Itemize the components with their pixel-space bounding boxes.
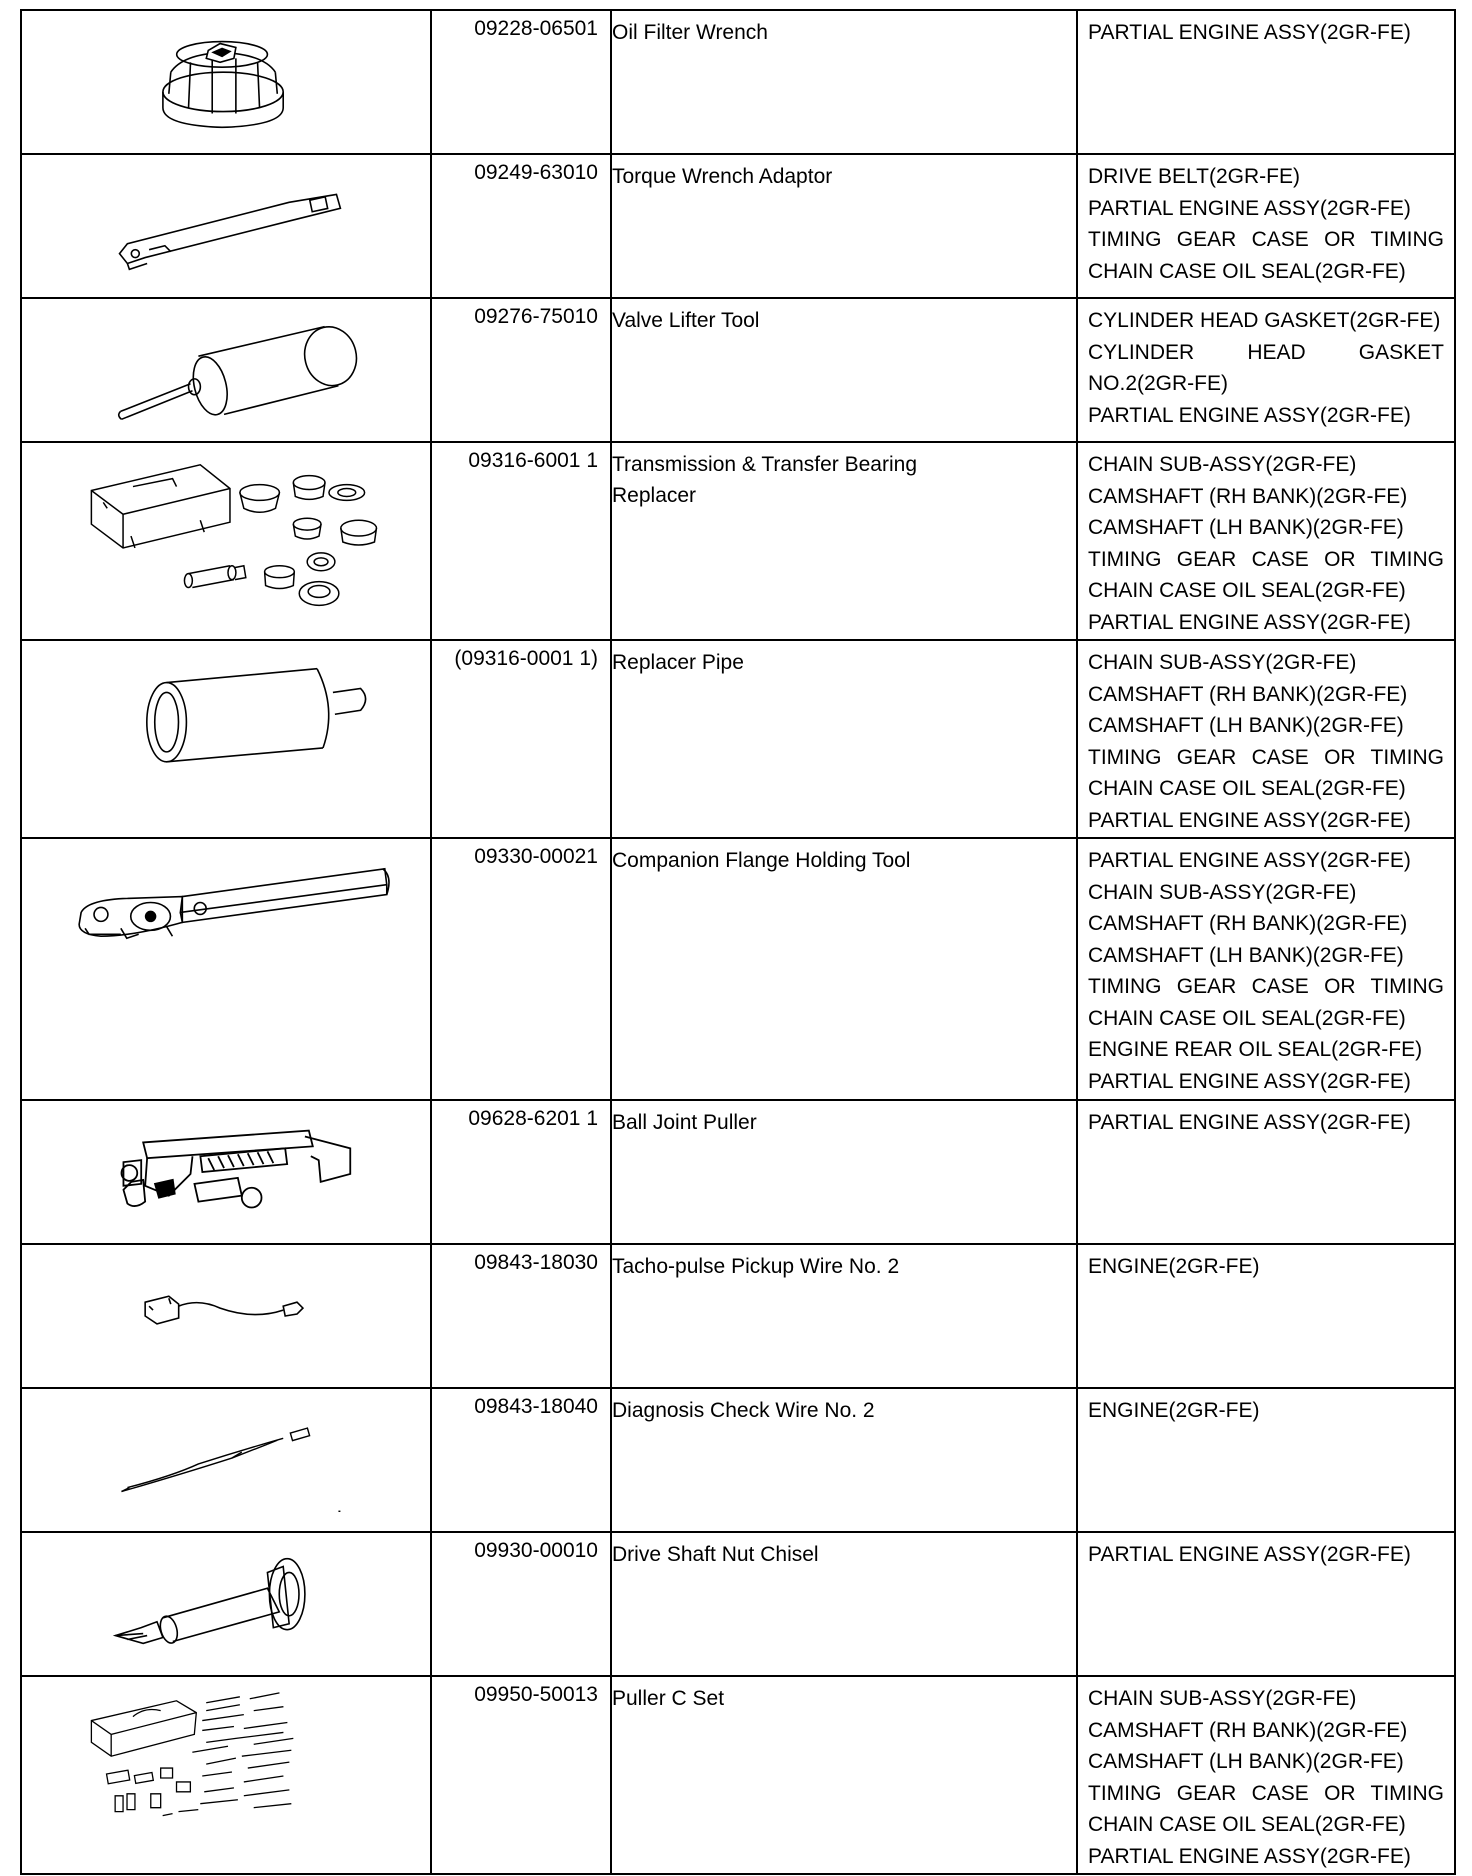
applicable-sections [1077,1532,1455,1676]
table-row [21,154,1455,298]
ball-joint-puller-icon [22,1101,432,1243]
tool-illustration-cell [21,1388,431,1532]
section-line: PARTIAL ENGINE ASSY(2GR-FE) [1088,808,1411,832]
applicable-sections [1077,1388,1455,1532]
part-number: 09330-00021 [431,838,611,1100]
table-row [21,442,1455,640]
section-line: CHAIN CASE OIL SEAL(2GR-FE) [1088,1006,1406,1030]
section-line: CHAIN SUB-ASSY(2GR-FE) [1088,880,1357,904]
section-line: CAMSHAFT (RH BANK)(2GR-FE) [1088,484,1408,508]
part-number: 09276-75010 [431,298,611,442]
section-line: CHAIN CASE OIL SEAL(2GR-FE) [1088,579,1406,602]
tool-illustration-cell [21,1244,431,1388]
tool-name-line: Ball Joint Puller [612,1111,757,1134]
section-line: TIMING GEAR CASE OR TIMING [1088,228,1444,251]
tool-name-line: Transmission & Transfer Bearing [612,453,918,476]
part-number: 09316-6001 1 [431,442,611,640]
applicable-sections [1077,1676,1455,1874]
pickup-wire-icon [22,1245,432,1387]
bearing-replacer-set-icon [22,443,432,639]
section-line: PARTIAL ENGINE ASSY(2GR-FE) [1088,1069,1411,1093]
nut-chisel-icon [22,1533,432,1675]
tool-name-line: Replacer [612,484,697,507]
tool-name [611,298,1077,442]
tool-name [611,1676,1077,1874]
part-number: (09316-0001 1) [431,640,611,838]
section-line: PARTIAL ENGINE ASSY(2GR-FE) [1088,196,1411,220]
tool-name-line: Oil Filter Wrench [612,21,768,44]
flange-holding-tool-icon [22,839,432,1099]
special-tool-table [20,9,1456,1875]
section-line: CAMSHAFT (LH BANK)(2GR-FE) [1088,714,1404,737]
tool-name [611,1100,1077,1244]
tool-name-line: Torque Wrench Adaptor [612,165,833,188]
tool-name-line: Drive Shaft Nut Chisel [612,1543,819,1566]
part-number: 09628-6201 1 [431,1100,611,1244]
tool-name [611,838,1077,1100]
section-line: PARTIAL ENGINE ASSY(2GR-FE) [1088,403,1411,427]
applicable-sections [1077,10,1455,154]
tool-name [611,1244,1077,1388]
section-line: CHAIN SUB-ASSY(2GR-FE) [1088,1687,1357,1710]
tool-name-line: Companion Flange Holding Tool [612,849,911,872]
tool-illustration-cell [21,1532,431,1676]
tool-name [611,640,1077,838]
tool-illustration-cell [21,154,431,298]
part-number: 09249-63010 [431,154,611,298]
section-line: CHAIN CASE OIL SEAL(2GR-FE) [1088,1813,1406,1836]
torque-wrench-adaptor-icon [22,155,432,297]
part-number: 09950-50013 [431,1676,611,1874]
applicable-sections [1077,298,1455,442]
tool-name [611,442,1077,640]
section-line: CAMSHAFT (LH BANK)(2GR-FE) [1088,943,1404,967]
table-row [21,1100,1455,1244]
applicable-sections [1077,442,1455,640]
table-row [21,1244,1455,1388]
section-line: TIMING GEAR CASE OR TIMING [1088,975,1444,998]
section-line: CAMSHAFT (LH BANK)(2GR-FE) [1088,1750,1404,1773]
tool-table-body [21,10,1455,1874]
table-row [21,838,1455,1100]
section-line: CYLINDER HEAD GASKET(2GR-FE) [1088,309,1441,332]
section-line: CHAIN SUB-ASSY(2GR-FE) [1088,453,1357,476]
tool-name [611,10,1077,154]
tool-name-line: Diagnosis Check Wire No. 2 [612,1399,875,1422]
section-line: ENGINE(2GR-FE) [1088,1399,1260,1422]
section-line: ENGINE REAR OIL SEAL(2GR-FE) [1088,1038,1423,1061]
section-line: PARTIAL ENGINE ASSY(2GR-FE) [1088,21,1411,44]
section-line: PARTIAL ENGINE ASSY(2GR-FE) [1088,1543,1411,1566]
section-line: TIMING GEAR CASE OR TIMING [1088,745,1444,769]
tool-name [611,1532,1077,1676]
tool-name [611,1388,1077,1532]
table-row [21,1532,1455,1676]
section-line: NO.2(2GR-FE) [1088,372,1229,395]
part-number: 09843-18040 [431,1388,611,1532]
section-line: DRIVE BELT(2GR-FE) [1088,165,1300,188]
section-line: CAMSHAFT (RH BANK)(2GR-FE) [1088,912,1408,935]
section-line: CAMSHAFT (LH BANK)(2GR-FE) [1088,516,1404,539]
part-number: 09843-18030 [431,1244,611,1388]
tool-illustration-cell [21,640,431,838]
section-line: TIMING GEAR CASE OR TIMING [1088,1781,1444,1805]
tool-illustration-cell [21,298,431,442]
applicable-sections [1077,640,1455,838]
tool-illustration-cell [21,1676,431,1874]
section-line: CHAIN SUB-ASSY(2GR-FE) [1088,651,1357,674]
tool-illustration-cell [21,442,431,640]
replacer-pipe-icon [22,641,432,837]
applicable-sections [1077,1244,1455,1388]
applicable-sections [1077,838,1455,1100]
section-line: CYLINDER HEAD GASKET [1088,340,1444,364]
tool-illustration-cell [21,838,431,1100]
table-row [21,10,1455,154]
tool-name-line: Valve Lifter Tool [612,309,760,332]
section-line: CAMSHAFT (RH BANK)(2GR-FE) [1088,682,1408,706]
section-line: TIMING GEAR CASE OR TIMING [1088,547,1444,571]
section-line: CHAIN CASE OIL SEAL(2GR-FE) [1088,259,1406,283]
table-row [21,1388,1455,1532]
table-row [21,640,1455,838]
table-row [21,298,1455,442]
part-number: 09930-00010 [431,1532,611,1676]
check-wire-icon [22,1389,432,1531]
valve-lifter-tool-icon [22,299,432,441]
section-line: CHAIN CASE OIL SEAL(2GR-FE) [1088,777,1406,800]
oil-filter-wrench-icon [22,11,432,153]
section-line: PARTIAL ENGINE ASSY(2GR-FE) [1088,1844,1411,1868]
table-row [21,1676,1455,1874]
tool-name-line: Tacho-pulse Pickup Wire No. 2 [612,1255,900,1278]
tool-name-line: Puller C Set [612,1687,725,1710]
tool-illustration-cell [21,1100,431,1244]
tool-name [611,154,1077,298]
puller-set-icon [22,1677,432,1873]
section-line: PARTIAL ENGINE ASSY(2GR-FE) [1088,1111,1411,1134]
tool-illustration-cell [21,10,431,154]
part-number: 09228-06501 [431,10,611,154]
section-line: CAMSHAFT (RH BANK)(2GR-FE) [1088,1718,1408,1742]
section-line: PARTIAL ENGINE ASSY(2GR-FE) [1088,610,1411,634]
section-line: ENGINE(2GR-FE) [1088,1255,1260,1278]
applicable-sections [1077,154,1455,298]
section-line: PARTIAL ENGINE ASSY(2GR-FE) [1088,849,1411,872]
applicable-sections [1077,1100,1455,1244]
tool-name-line: Replacer Pipe [612,651,744,674]
